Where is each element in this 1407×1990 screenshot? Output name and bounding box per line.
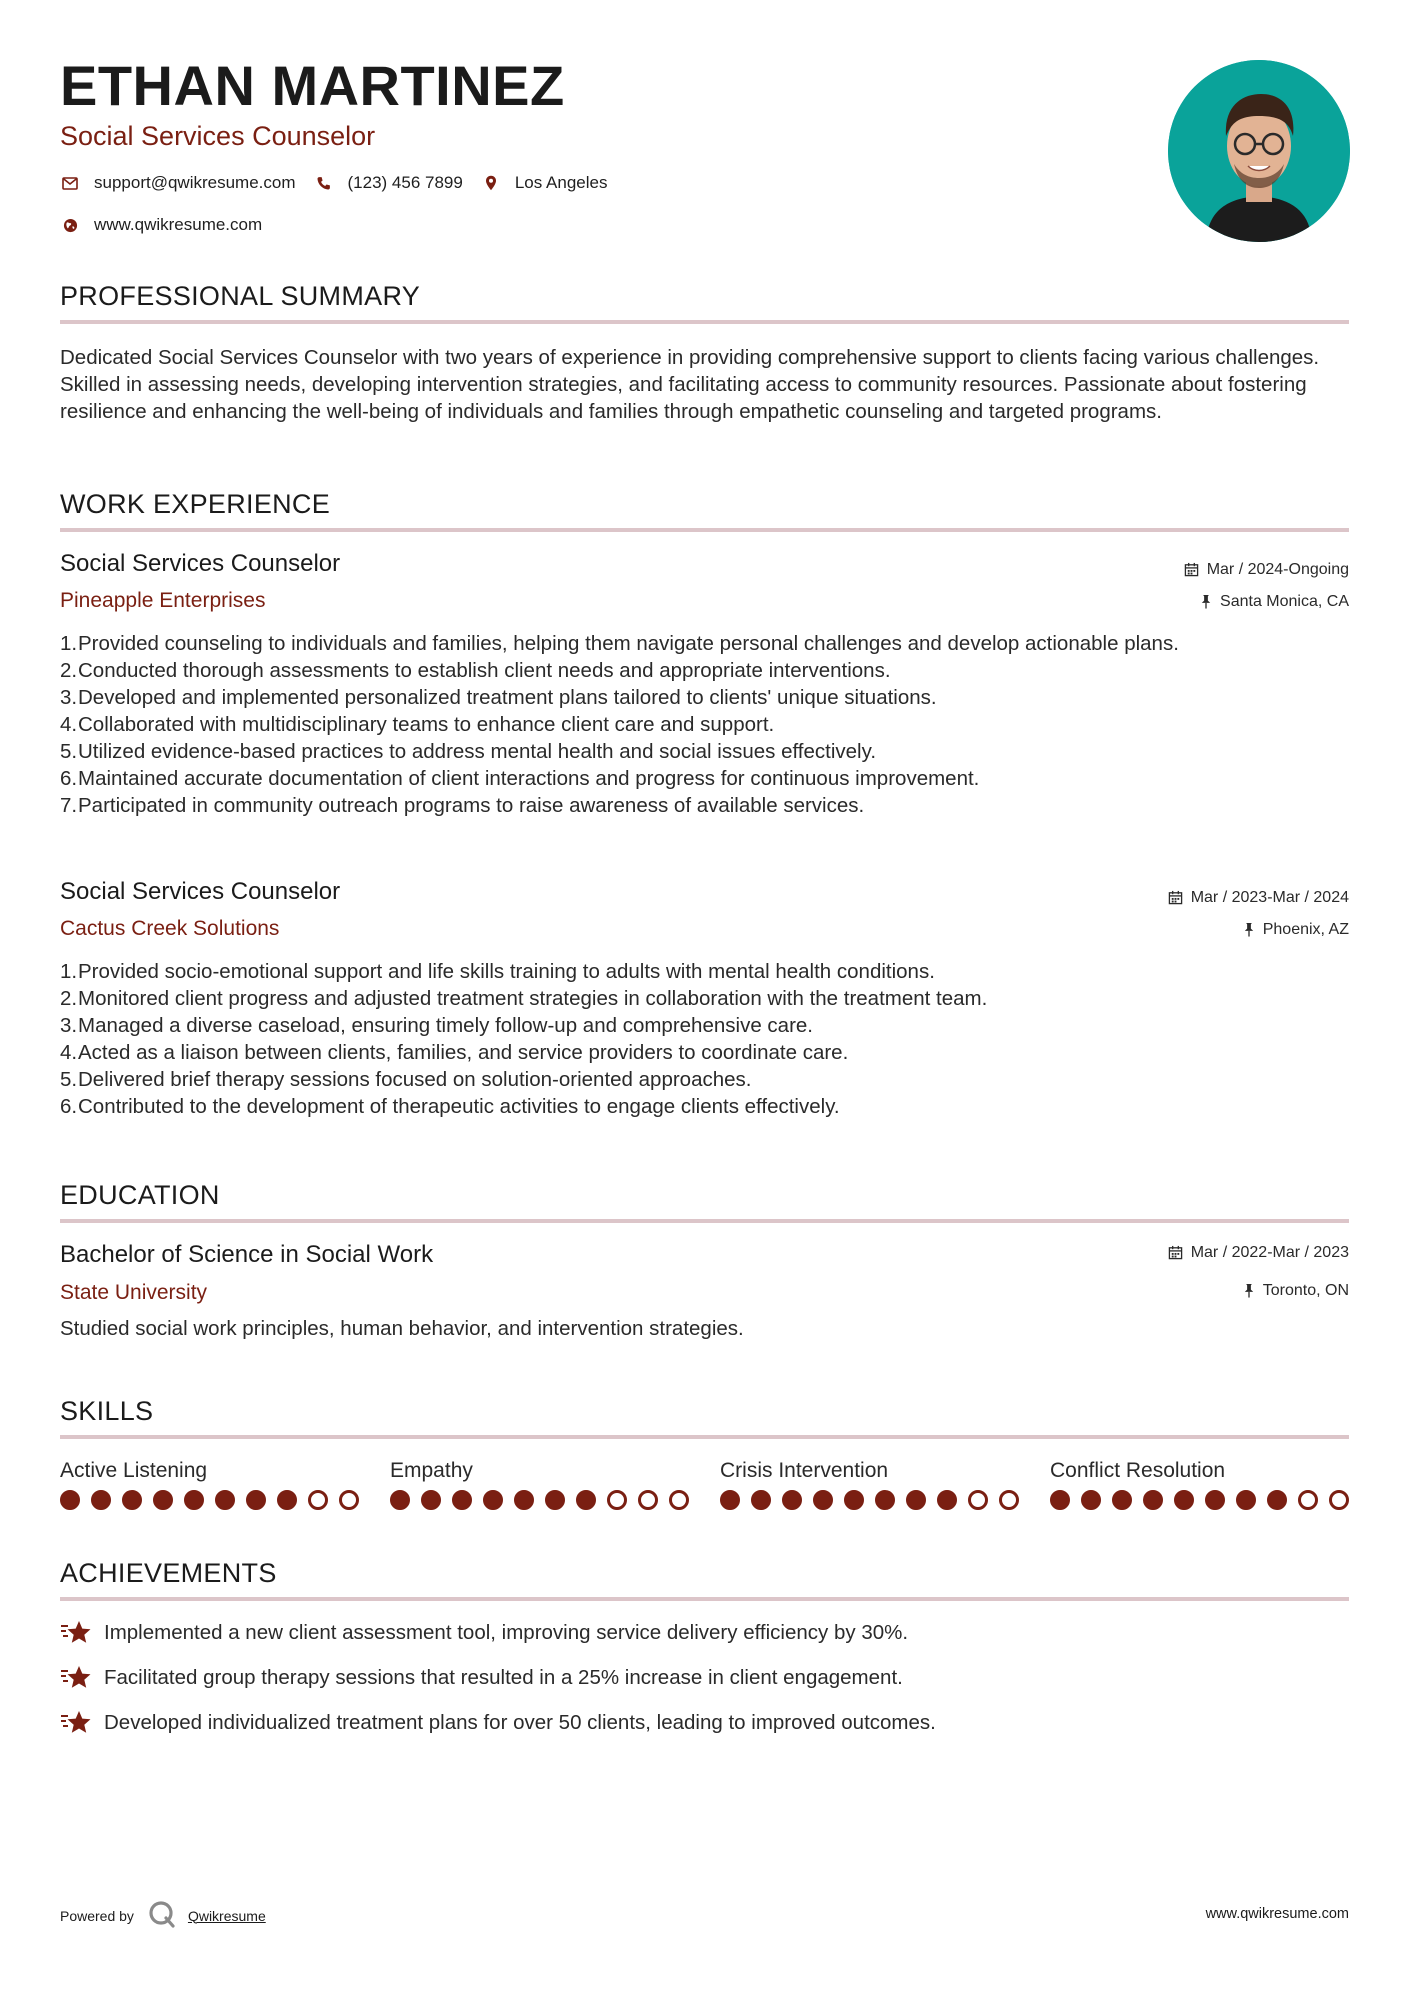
contact-row [60,173,625,193]
rating-dot-filled [1174,1490,1194,1510]
website-link[interactable]: www.qwikresume.com [94,215,263,234]
school-name: State University [60,1281,208,1304]
rating-dot-filled [421,1490,441,1510]
skill-rating [1050,1490,1350,1510]
job-duties-list [60,958,1349,1120]
job-title: Social Services Counselor [60,878,341,905]
section-divider [60,320,1349,324]
pushpin-icon [1243,922,1255,937]
job-dates [1184,560,1349,579]
section-title-experience: WORK EXPERIENCE [60,489,331,519]
rating-dot-empty [669,1490,689,1510]
list-item: 6. Maintained accurate documentation of client interactions and progress for continuous improvement. [60,767,980,790]
section-title-education: EDUCATION [60,1180,220,1210]
achievement-item [60,1619,908,1647]
summary-text: Dedicated Social Services Counselor with two years of experience in providing comprehensive support to clients facing various challenges. Skilled in assessing needs, developing intervention strategies, and facilitating access to community resources. Passionate about fostering resilience and enhancing the well-being of individuals and families through empathetic counseling and targeted programs. [60,346,1320,423]
job-location-text: Phoenix, AZ [1262,921,1349,938]
rating-dot-filled [875,1490,895,1510]
calendar-icon [1168,1245,1183,1260]
rating-dot-empty [308,1490,328,1510]
skills-grid [60,1458,1350,1510]
profile-photo [1168,60,1350,242]
rating-dot-empty [968,1490,988,1510]
skill-rating [60,1490,390,1510]
rating-dot-filled [1081,1490,1101,1510]
degree-title: Bachelor of Science in Social Work [60,1241,434,1268]
phone-icon [314,173,334,193]
rating-dot-empty [339,1490,359,1510]
phone-number: (123) 456 7899 [347,173,463,192]
rating-dot-filled [1236,1490,1256,1510]
envelope-icon [60,173,80,193]
education-dates [1168,1243,1349,1262]
job-location [1200,592,1349,611]
list-item: 2. Conducted thorough assessments to establish client needs and appropriate interventions. [60,659,891,682]
rating-dot-filled [720,1490,740,1510]
pushpin-icon [1243,1283,1255,1298]
footer-website-link[interactable]: www.qwikresume.com [1205,1906,1349,1922]
education-description: Studied social work principles, human behavior, and intervention strategies. [60,1317,744,1340]
rating-dot-filled [122,1490,142,1510]
rating-dot-filled [1267,1490,1287,1510]
rating-dot-filled [1112,1490,1132,1510]
candidate-name: ETHAN MARTINEZ [60,54,565,117]
company-name: Cactus Creek Solutions [60,917,280,940]
education-location-text: Toronto, ON [1262,1282,1349,1299]
section-divider [60,1597,1349,1601]
rating-dot-filled [184,1490,204,1510]
list-item: 5. Delivered brief therapy sessions focused on solution-oriented approaches. [60,1068,752,1091]
skill-name: Empathy [390,1459,473,1482]
email-link[interactable]: support@qwikresume.com [94,173,296,192]
brand-link[interactable]: Qwikresume [187,1907,266,1924]
list-item: 7. Participated in community outreach programs to raise awareness of available services. [60,794,865,817]
rating-dot-empty [638,1490,658,1510]
section-divider [60,1435,1349,1439]
list-item: 3. Developed and implemented personalized treatment plans tailored to clients' unique situations. [60,686,937,709]
skill-item [1050,1458,1350,1510]
footer-branding [60,1900,266,1931]
rating-dot-filled [906,1490,926,1510]
rating-dot-filled [60,1490,80,1510]
skill-name: Conflict Resolution [1050,1459,1226,1482]
job-duties-list [60,630,1349,819]
achievement-item [60,1664,903,1692]
rating-dot-empty [999,1490,1019,1510]
rating-dot-filled [277,1490,297,1510]
list-item: 4. Collaborated with multidisciplinary teams to enhance client care and support. [60,713,775,736]
rating-dot-filled [1205,1490,1225,1510]
rating-dot-filled [452,1490,472,1510]
company-name: Pineapple Enterprises [60,589,266,612]
rating-dot-empty [607,1490,627,1510]
map-pin-icon [481,173,501,193]
rating-dot-filled [390,1490,410,1510]
skill-name: Crisis Intervention [720,1459,889,1482]
section-divider [60,1219,1349,1223]
job-dates [1168,888,1349,907]
section-title-skills: SKILLS [60,1396,154,1426]
qwikresume-logo-icon [148,1900,176,1931]
rating-dot-filled [153,1490,173,1510]
skill-item [390,1458,720,1510]
list-item: 4. Acted as a liaison between clients, families, and service providers to coordinate care. [60,1041,849,1064]
rating-dot-filled [545,1490,565,1510]
calendar-icon [1184,562,1199,577]
rating-dot-empty [1329,1490,1349,1510]
rating-dot-filled [844,1490,864,1510]
star-icon [60,1619,92,1647]
list-item: 1. Provided socio-emotional support and life skills training to adults with mental health conditions. [60,960,935,983]
location-text: Los Angeles [514,173,608,192]
list-item: 2. Monitored client progress and adjusted treatment strategies in collaboration with the treatment team. [60,987,988,1010]
rating-dot-filled [576,1490,596,1510]
calendar-icon [1168,890,1183,905]
education-dates-text: Mar / 2022-Mar / 2023 [1190,1244,1349,1261]
skill-name: Active Listening [60,1459,208,1482]
skill-item [60,1458,390,1510]
job-dates-text: Mar / 2024-Ongoing [1206,561,1349,578]
section-title-summary: PROFESSIONAL SUMMARY [60,281,421,311]
achievement-text: Developed individualized treatment plans for over 50 clients, leading to improved outcomes. [104,1711,936,1734]
candidate-role: Social Services Counselor [60,121,376,151]
rating-dot-filled [1050,1490,1070,1510]
rating-dot-empty [1298,1490,1318,1510]
globe-icon [60,215,80,235]
achievement-text: Facilitated group therapy sessions that resulted in a 25% increase in client engagement. [104,1666,903,1689]
rating-dot-filled [751,1490,771,1510]
rating-dot-filled [813,1490,833,1510]
achievement-text: Implemented a new client assessment tool, improving service delivery efficiency by 30%. [104,1621,909,1644]
star-icon [60,1664,92,1692]
job-location-text: Santa Monica, CA [1220,593,1349,610]
job-dates-text: Mar / 2023-Mar / 2024 [1190,889,1349,906]
job-title: Social Services Counselor [60,550,341,577]
rating-dot-filled [215,1490,235,1510]
rating-dot-filled [1143,1490,1163,1510]
education-location [1243,1281,1349,1300]
section-divider [60,528,1349,532]
skill-rating [720,1490,1050,1510]
job-location [1243,920,1349,939]
contact-row [60,215,280,235]
section-title-achievements: ACHIEVEMENTS [60,1558,277,1588]
achievement-item [60,1709,936,1737]
pushpin-icon [1200,594,1212,609]
skill-item [720,1458,1050,1510]
rating-dot-filled [91,1490,111,1510]
list-item: 6. Contributed to the development of therapeutic activities to engage clients effectively. [60,1095,840,1118]
list-item: 5. Utilized evidence-based practices to address mental health and social issues effectively. [60,740,877,763]
list-item: 3. Managed a diverse caseload, ensuring timely follow-up and comprehensive care. [60,1014,813,1037]
list-item: 1. Provided counseling to individuals and families, helping them navigate personal challenges and develop actionable plans. [60,632,1179,655]
rating-dot-filled [937,1490,957,1510]
rating-dot-filled [782,1490,802,1510]
rating-dot-filled [483,1490,503,1510]
powered-by-label: Powered by [60,1907,134,1924]
star-icon [60,1709,92,1737]
rating-dot-filled [246,1490,266,1510]
skill-rating [390,1490,720,1510]
rating-dot-filled [514,1490,534,1510]
